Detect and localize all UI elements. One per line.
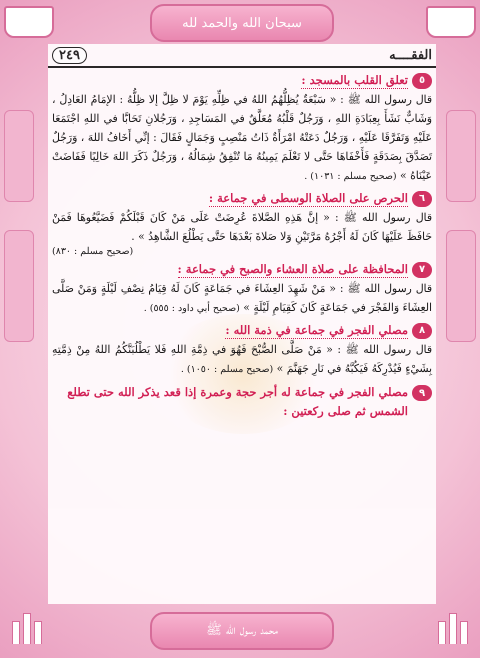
page-header bbox=[48, 44, 436, 68]
section-title: تعلق القلب بالمسجد : bbox=[301, 73, 408, 87]
section-number-badge: ٧ bbox=[412, 262, 432, 278]
candles-icon bbox=[434, 610, 472, 644]
bottom-banner bbox=[150, 612, 334, 650]
section-title: الحرص على الصلاة الوسطى في جماعة : bbox=[208, 191, 408, 205]
section-title: مصلي الفجر في جماعة له أجر حجة وعمرة إذا قعد يذكر الله حتى تطلع الشمس ثم صلى ركعتين : bbox=[67, 385, 408, 418]
hadith-text: قال رسول الله ﷺ : « سَبْعَةٌ يُظِلُّهُمُ اللهُ في ظِلِّهِ يَوْمَ لا ظِلَّ إلا ظِلُّهُ : الإمَامُ العَادِلُ ، وَشَابٌّ نَشَأَ بِعِبَادَةِ اللهِ ، وَرَجُلٌ قَلْبُهُ مُعَلَّقٌ في المَسَاجِدِ ، وَرَجُلانِ تَحَابَّا في اللهِ اجْتَمَعَا عَلَيْهِ وَتَفَرَّقَا عَلَيْهِ ، وَرَجُلٌ دَعَتْهُ امْرَأَةٌ ذَاتُ مَنْصِبٍ وَجَمَالٍ فَقَالَ : إنِّي أَخَافُ اللهَ ، وَرَجُلٌ تَصَدَّقَ بِصَدَقَةٍ فَأَخْفَاهَا حَتَّى لا تَعْلَمَ يَمِينُهُ مَا تُنْفِقُ شِمَالُهُ ، وَرَجُلٌ ذَكَرَ اللهَ خَالِيًا فَفَاضَتْ عَيْنَاهُ » (صحيح مسلم : ١٠٣١) . bbox=[52, 93, 432, 182]
section-number-badge: ٦ bbox=[412, 191, 432, 207]
side-ornament bbox=[4, 110, 34, 202]
hadith-reference: (صحيح مسلم : ١٠٥٠) . bbox=[180, 364, 274, 375]
hadith-text: قال رسول الله ﷺ : « مَنْ شَهِدَ العِشَاءَ في جَمَاعَةٍ كَانَ لَهُ قِيَامُ نِصْفِ لَيْلَةٍ وَمَنْ صَلَّى العِشَاءَ وَالفَجْرَ في جَمَاعَةٍ كَانَ كَقِيَامِ لَيْلَةٍ » (صحيح أبي داود : ٥٥٥) . bbox=[52, 282, 432, 314]
page-content bbox=[48, 44, 436, 604]
section-number-badge: ٨ bbox=[412, 323, 432, 339]
section-item bbox=[52, 322, 432, 379]
book-icon bbox=[426, 6, 476, 38]
section-number-badge: ٩ bbox=[412, 385, 432, 401]
top-banner-text: سبحان الله والحمد لله bbox=[182, 15, 302, 31]
side-ornament bbox=[446, 230, 476, 342]
side-ornament bbox=[4, 230, 34, 342]
hadith-reference: (صحيح مسلم : ٨٣٠) bbox=[52, 246, 134, 257]
section-item bbox=[52, 72, 432, 186]
top-banner bbox=[150, 4, 334, 42]
side-ornament bbox=[446, 110, 476, 202]
bottom-banner-text: محمد رسول الله ﷺ bbox=[206, 622, 278, 638]
section-item bbox=[52, 261, 432, 318]
content-body bbox=[48, 72, 436, 604]
section-number-badge: ٥ bbox=[412, 73, 432, 89]
page-number: ٢٤٩ bbox=[52, 47, 87, 64]
book-icon bbox=[4, 6, 54, 38]
hadith-text: قال رسول الله ﷺ : « مَنْ صَلَّى الصُّبْحَ فَهُوَ في ذِمَّةِ اللهِ فَلا يَطْلُبَنَّكُمُ اللهُ مِنْ ذِمَّتِهِ بِشَيْءٍ فَيُدْرِكَهُ فَيَكُبَّهُ في نَارِ جَهَنَّمَ » (صحيح مسلم : ١٠٥٠) . bbox=[52, 343, 432, 375]
hadith-text: قال رسول الله ﷺ : « إنَّ هَذِهِ الصَّلاةَ عُرِضَتْ عَلَى مَنْ كَانَ قَبْلَكُمْ فَضَيَّعُوهَا فَمَنْ حَافَظَ عَلَيْهَا كَانَ لَهُ أَجْرُهُ مَرَّتَيْنِ وَلا صَلاةَ بَعْدَهَا حَتَّى يَطْلُعَ الشَّاهِدُ » . bbox=[52, 211, 432, 243]
candles-icon bbox=[8, 610, 46, 644]
chapter-title: الفقــــه bbox=[389, 47, 432, 63]
section-item bbox=[52, 190, 432, 257]
hadith-reference: (صحيح مسلم : ١٠٣١) . bbox=[304, 171, 397, 182]
section-title: المحافظة على صلاة العشاء والصبح في جماعة : bbox=[177, 262, 408, 276]
section-item bbox=[52, 383, 432, 421]
hadith-reference: (صحيح أبي داود : ٥٥٥) . bbox=[143, 303, 240, 314]
section-title: مصلي الفجر في جماعة في ذمة الله : bbox=[225, 323, 408, 337]
